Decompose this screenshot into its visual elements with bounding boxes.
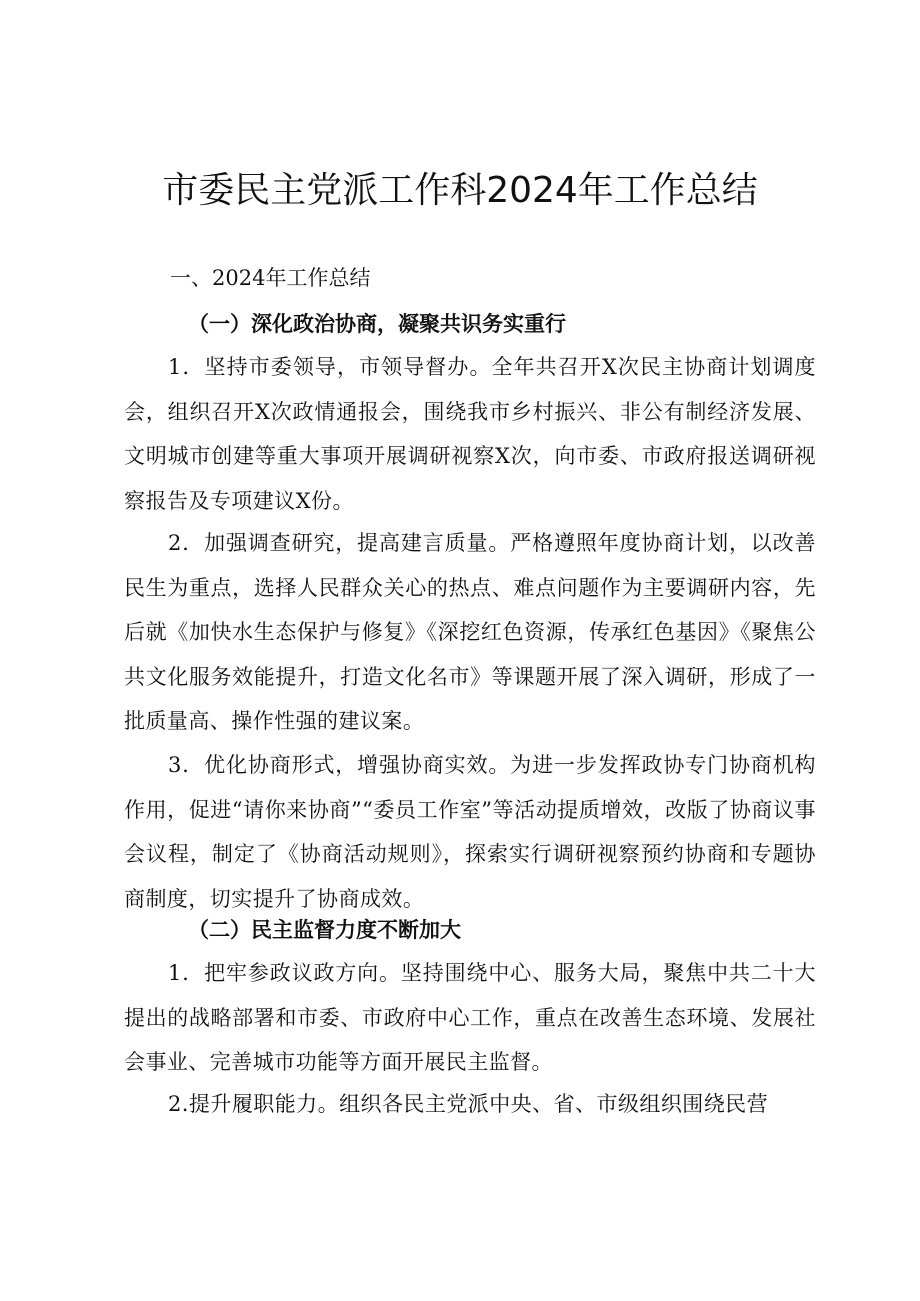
subsection-heading-2: （二）民主监督力度不断加大 (188, 917, 461, 942)
paragraph: 3．优化协商形式，增强协商实效。为进一步发挥政协专门协商机构作用，促进“请你来协商”“委员工作室”等活动提质增效，改版了协商议事会议程，制定了《协商活动规则》，探索实行调研视察预约协商和专题协商制度，切实提升了协商成效。 (124, 753, 816, 911)
subsection-heading-1: （一）深化政治协商，凝聚共识务实重行 (188, 311, 566, 336)
section-heading-1: 一、2024年工作总结 (170, 266, 371, 290)
paragraph: 1．把牢参政议政方向。坚持围绕中心、服务大局，聚焦中共二十大提出的战略部署和市委、市政府中心工作，重点在改善生态环境、发展社会事业、完善城市功能等方面开展民主监督。 (124, 961, 816, 1075)
document-title: 市委民主党派工作科2024年工作总结 (162, 170, 758, 211)
paragraph: 1．坚持市委领导，市领导督办。全年共召开X次民主协商计划调度会，组织召开X次政情通报会，围绕我市乡村振兴、非公有制经济发展、文明城市创建等重大事项开展调研视察X次，向市委、市政府报送调研视察报告及专项建议X份。 (124, 355, 816, 513)
paragraph: 2．加强调查研究，提高建言质量。严格遵照年度协商计划，以改善民生为重点，选择人民群众关心的热点、难点问题作为主要调研内容，先后就《加快水生态保护与修复》《深挖红色资源，传承红色基因》《聚焦公共文化服务效能提升，打造文化名市》等课题开展了深入调研，形成了一批质量高、操作性强的建议案。 (124, 531, 816, 734)
paragraph: 2.提升履职能力。组织各民主党派中央、省、市级组织围绕民营 (168, 1092, 769, 1116)
